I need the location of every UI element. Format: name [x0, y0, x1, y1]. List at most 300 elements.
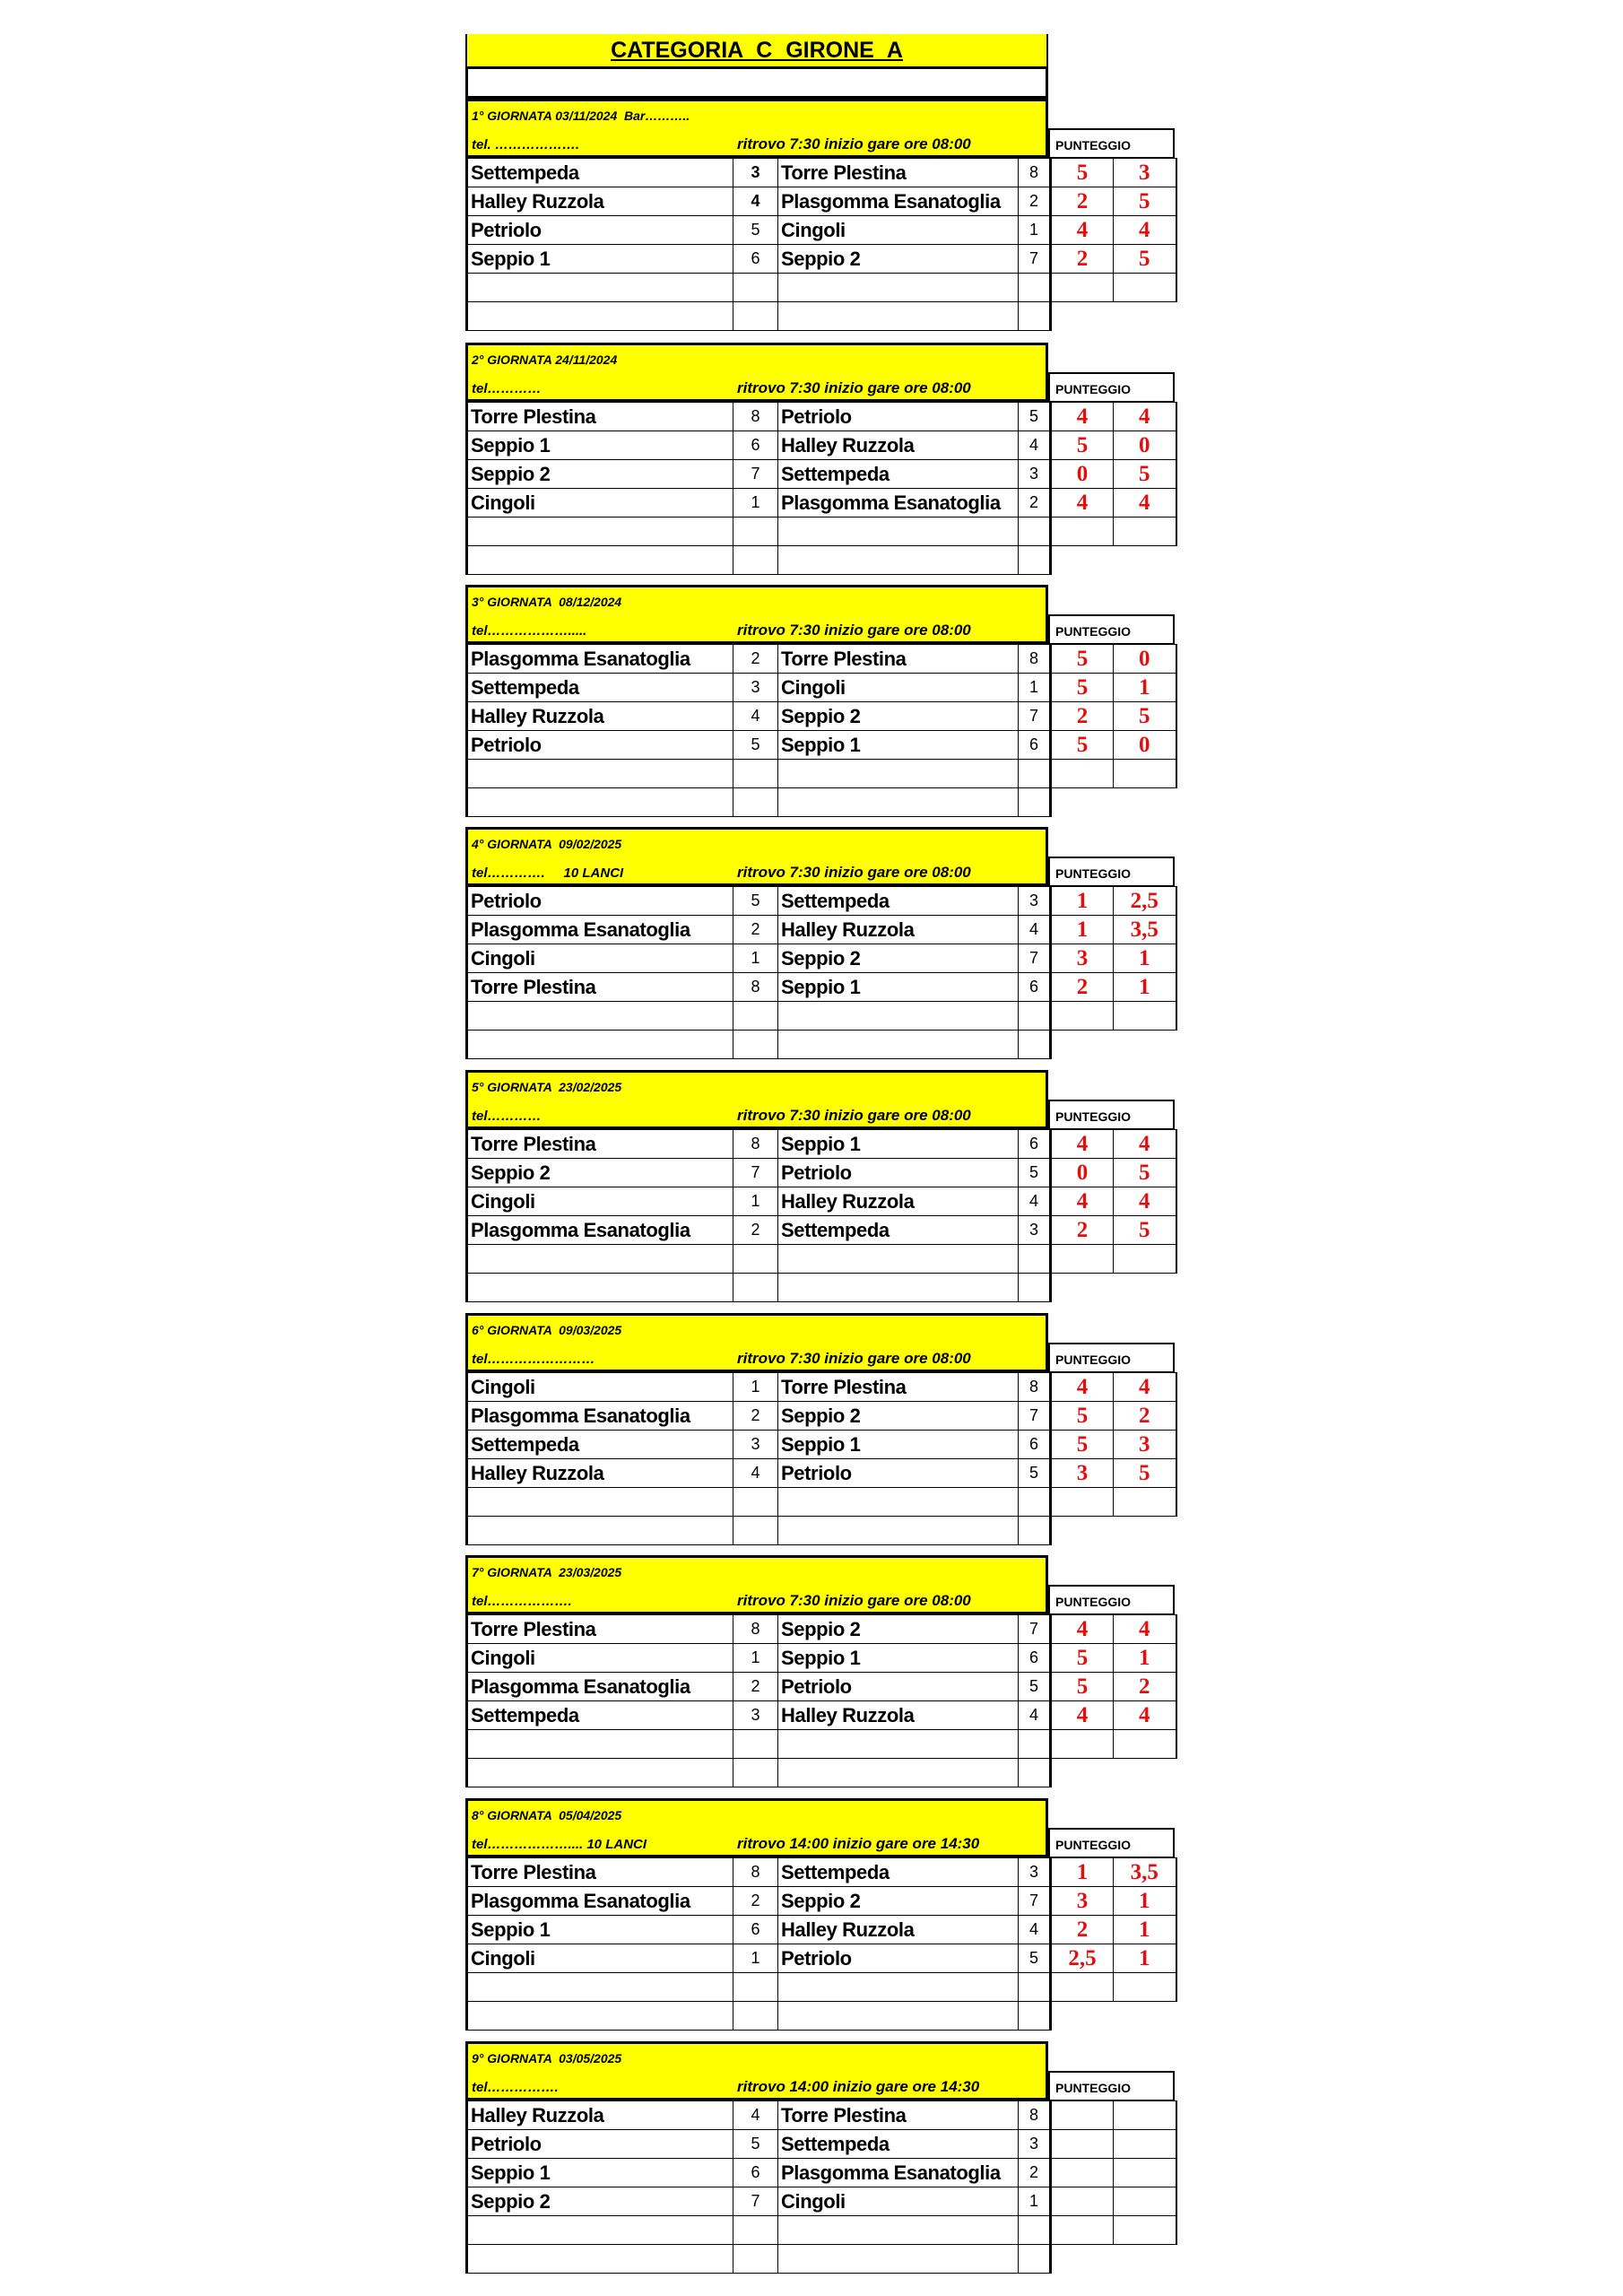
home-team: Seppio 2 [467, 2187, 733, 2216]
empty-cell [467, 302, 733, 331]
punteggio-label: PUNTEGGIO [1055, 1109, 1132, 1124]
empty-cell [467, 788, 733, 817]
empty-cell [467, 1488, 733, 1517]
match-row [467, 1216, 1176, 1245]
match-row [467, 1402, 1176, 1431]
score-home: 5 [1051, 674, 1114, 702]
blank-cell [1114, 2002, 1176, 2031]
away-number: 1 [1019, 2187, 1051, 2216]
empty-row [467, 1488, 1176, 1517]
round-block [465, 1555, 1176, 1799]
round-header [465, 1313, 1048, 1372]
empty-cell [778, 1245, 1019, 1274]
away-team: Settempeda [778, 460, 1019, 489]
matches-table [465, 2100, 1177, 2274]
score-home: 5 [1051, 1431, 1114, 1459]
match-row [467, 187, 1176, 216]
away-number: 5 [1019, 1159, 1051, 1187]
home-number: 4 [733, 1459, 778, 1488]
home-number: 2 [733, 916, 778, 944]
punteggio-label: PUNTEGGIO [1055, 1352, 1132, 1367]
blank-cell [1114, 1759, 1176, 1787]
empty-cell [467, 517, 733, 546]
score-home: 3 [1051, 1887, 1114, 1916]
home-team: Settempeda [467, 674, 733, 702]
punteggio-header [1048, 1343, 1175, 1372]
away-team: Torre Plestina [778, 1373, 1019, 1402]
round-header [465, 2041, 1048, 2100]
away-team: Halley Ruzzola [778, 1701, 1019, 1730]
home-number: 5 [733, 2130, 778, 2159]
score-away: 4 [1114, 1615, 1176, 1644]
score-home: 5 [1051, 645, 1114, 674]
score-home: 4 [1051, 1187, 1114, 1216]
home-number: 4 [733, 2101, 778, 2130]
round-block [465, 343, 1176, 587]
empty-cell [733, 546, 778, 575]
title-bar [465, 34, 1048, 66]
away-number: 5 [1019, 1944, 1051, 1973]
away-team: Petriolo [778, 1673, 1019, 1701]
home-team: Seppio 1 [467, 431, 733, 460]
away-number: 7 [1019, 245, 1051, 274]
punteggio-label: PUNTEGGIO [1055, 1595, 1132, 1609]
score-home: 2 [1051, 1916, 1114, 1944]
empty-row [467, 2002, 1176, 2031]
round-block [465, 1313, 1176, 1557]
punteggio-header [1048, 128, 1175, 158]
empty-cell [467, 1002, 733, 1031]
match-row [467, 2187, 1176, 2216]
match-row [467, 1944, 1176, 1973]
home-number: 2 [733, 1887, 778, 1916]
score-away: 5 [1114, 1159, 1176, 1187]
round-block [465, 99, 1176, 343]
round-tel: tel. ………………. [472, 137, 580, 152]
home-team: Cingoli [467, 1373, 733, 1402]
empty-cell [733, 1245, 778, 1274]
match-row [467, 702, 1176, 731]
score-home: 3 [1051, 1459, 1114, 1488]
round-ritrovo: ritrovo 7:30 inizio gare ore 08:00 [737, 1592, 971, 1609]
away-team: Settempeda [778, 1216, 1019, 1245]
away-team: Plasgomma Esanatoglia [778, 489, 1019, 517]
empty-cell [778, 1730, 1019, 1759]
away-team: Plasgomma Esanatoglia [778, 2159, 1019, 2187]
home-number: 3 [733, 159, 778, 187]
empty-cell [733, 1488, 778, 1517]
empty-cell [1019, 1031, 1051, 1059]
empty-score-cell [1114, 1973, 1176, 2002]
blank-cell [1114, 546, 1176, 575]
home-team: Cingoli [467, 1944, 733, 1973]
punteggio-header [1048, 857, 1175, 886]
empty-cell [1019, 1517, 1051, 1545]
away-number: 2 [1019, 187, 1051, 216]
empty-cell [467, 1274, 733, 1302]
score-home: 4 [1051, 489, 1114, 517]
home-number: 7 [733, 1159, 778, 1187]
punteggio-label: PUNTEGGIO [1055, 382, 1132, 396]
match-row [467, 973, 1176, 1002]
score-away [1114, 2159, 1176, 2187]
score-home: 4 [1051, 1130, 1114, 1159]
empty-cell [778, 2216, 1019, 2245]
score-away: 5 [1114, 187, 1176, 216]
empty-cell [1019, 2245, 1051, 2274]
empty-cell [778, 788, 1019, 817]
round-title: 7° GIORNATA 23/03/2025 [472, 1565, 622, 1579]
home-team: Halley Ruzzola [467, 702, 733, 731]
round-ritrovo: ritrovo 14:00 inizio gare ore 14:30 [737, 1835, 980, 1852]
away-team: Plasgomma Esanatoglia [778, 187, 1019, 216]
round-ritrovo: ritrovo 7:30 inizio gare ore 08:00 [737, 379, 971, 396]
score-home: 5 [1051, 1644, 1114, 1673]
away-number: 8 [1019, 1373, 1051, 1402]
empty-score-cell [1114, 1245, 1176, 1274]
score-away: 1 [1114, 973, 1176, 1002]
home-team: Torre Plestina [467, 973, 733, 1002]
empty-score-cell [1051, 274, 1114, 302]
empty-row [467, 1031, 1176, 1059]
empty-score-cell [1114, 1730, 1176, 1759]
score-home: 2 [1051, 245, 1114, 274]
away-number: 6 [1019, 1431, 1051, 1459]
punteggio-label: PUNTEGGIO [1055, 624, 1132, 639]
away-number: 3 [1019, 1216, 1051, 1245]
score-away: 1 [1114, 674, 1176, 702]
empty-row [467, 1517, 1176, 1545]
empty-cell [467, 1031, 733, 1059]
punteggio-header [1048, 1585, 1175, 1614]
empty-cell [778, 760, 1019, 788]
empty-cell [733, 760, 778, 788]
punteggio-label: PUNTEGGIO [1055, 1838, 1132, 1852]
away-team: Settempeda [778, 1858, 1019, 1887]
matches-table [465, 1614, 1177, 1787]
empty-cell [1019, 1274, 1051, 1302]
home-number: 5 [733, 216, 778, 245]
home-number: 3 [733, 1701, 778, 1730]
home-team: Petriolo [467, 2130, 733, 2159]
round-header [465, 343, 1048, 402]
match-row [467, 1701, 1176, 1730]
home-team: Settempeda [467, 159, 733, 187]
score-home: 4 [1051, 1701, 1114, 1730]
score-home: 2 [1051, 973, 1114, 1002]
away-team: Petriolo [778, 1944, 1019, 1973]
match-row [467, 431, 1176, 460]
blank-cell [1114, 788, 1176, 817]
round-header [465, 585, 1048, 644]
score-home: 1 [1051, 1858, 1114, 1887]
empty-score-cell [1114, 760, 1176, 788]
away-number: 2 [1019, 2159, 1051, 2187]
matches-table [465, 158, 1177, 331]
round-ritrovo: ritrovo 14:00 inizio gare ore 14:30 [737, 2078, 980, 2095]
score-home: 4 [1051, 1615, 1114, 1644]
empty-cell [1019, 2002, 1051, 2031]
punteggio-label: PUNTEGGIO [1055, 866, 1132, 881]
score-home: 5 [1051, 159, 1114, 187]
match-row [467, 403, 1176, 431]
empty-cell [467, 274, 733, 302]
away-team: Halley Ruzzola [778, 916, 1019, 944]
home-number: 1 [733, 1373, 778, 1402]
away-number: 8 [1019, 645, 1051, 674]
home-number: 2 [733, 1402, 778, 1431]
score-away: 3,5 [1114, 916, 1176, 944]
match-row [467, 245, 1176, 274]
home-number: 1 [733, 1944, 778, 1973]
home-team: Seppio 1 [467, 2159, 733, 2187]
away-team: Settempeda [778, 2130, 1019, 2159]
score-away [1114, 2101, 1176, 2130]
blank-cell [1114, 1517, 1176, 1545]
away-number: 4 [1019, 1916, 1051, 1944]
matches-table [465, 1372, 1177, 1545]
home-team: Torre Plestina [467, 403, 733, 431]
match-row [467, 1431, 1176, 1459]
round-tel: tel……………. [472, 2080, 559, 2095]
blank-cell [1051, 546, 1114, 575]
round-title: 8° GIORNATA 05/04/2025 [472, 1808, 622, 1822]
away-number: 7 [1019, 944, 1051, 973]
blank-cell [1051, 1274, 1114, 1302]
home-team: Plasgomma Esanatoglia [467, 916, 733, 944]
score-away: 2,5 [1114, 887, 1176, 916]
round-tel: tel…………………… [472, 1352, 595, 1367]
match-row [467, 489, 1176, 517]
empty-row [467, 517, 1176, 546]
away-number: 3 [1019, 460, 1051, 489]
match-row [467, 1159, 1176, 1187]
score-away [1114, 2130, 1176, 2159]
away-team: Seppio 2 [778, 944, 1019, 973]
empty-cell [778, 1517, 1019, 1545]
home-number: 4 [733, 187, 778, 216]
round-ritrovo: ritrovo 7:30 inizio gare ore 08:00 [737, 1350, 971, 1367]
blank-cell [1114, 1274, 1176, 1302]
away-team: Seppio 1 [778, 1130, 1019, 1159]
score-home: 3 [1051, 944, 1114, 973]
empty-cell [1019, 788, 1051, 817]
home-number: 6 [733, 2159, 778, 2187]
home-team: Plasgomma Esanatoglia [467, 1887, 733, 1916]
round-block [465, 1070, 1176, 1314]
home-team: Torre Plestina [467, 1615, 733, 1644]
empty-cell [467, 1517, 733, 1545]
empty-cell [733, 1517, 778, 1545]
empty-score-cell [1051, 1730, 1114, 1759]
away-team: Torre Plestina [778, 159, 1019, 187]
empty-row [467, 1274, 1176, 1302]
score-away: 4 [1114, 216, 1176, 245]
score-away: 4 [1114, 489, 1176, 517]
page-title: CATEGORIA C GIRONE A [611, 38, 903, 63]
empty-row [467, 2245, 1176, 2274]
punteggio-header [1048, 614, 1175, 644]
round-title: 5° GIORNATA 23/02/2025 [472, 1080, 622, 1094]
away-team: Seppio 1 [778, 1644, 1019, 1673]
empty-cell [467, 546, 733, 575]
home-number: 5 [733, 887, 778, 916]
home-number: 7 [733, 460, 778, 489]
empty-cell [733, 1002, 778, 1031]
empty-cell [467, 1245, 733, 1274]
blank-cell [1051, 1517, 1114, 1545]
empty-row [467, 302, 1176, 331]
empty-cell [778, 1274, 1019, 1302]
home-number: 8 [733, 1615, 778, 1644]
match-row [467, 1673, 1176, 1701]
score-home: 4 [1051, 1373, 1114, 1402]
score-away: 5 [1114, 1216, 1176, 1245]
empty-cell [1019, 1488, 1051, 1517]
away-number: 8 [1019, 159, 1051, 187]
home-number: 6 [733, 431, 778, 460]
home-team: Torre Plestina [467, 1858, 733, 1887]
home-number: 1 [733, 1187, 778, 1216]
score-away: 1 [1114, 1944, 1176, 1973]
home-team: Petriolo [467, 731, 733, 760]
empty-cell [778, 302, 1019, 331]
empty-cell [778, 1973, 1019, 2002]
home-number: 2 [733, 1216, 778, 1245]
round-block [465, 1798, 1176, 2042]
away-number: 4 [1019, 431, 1051, 460]
score-away: 4 [1114, 1701, 1176, 1730]
round-ritrovo: ritrovo 7:30 inizio gare ore 08:00 [737, 864, 971, 881]
empty-cell [1019, 546, 1051, 575]
away-number: 5 [1019, 1673, 1051, 1701]
empty-cell [778, 2002, 1019, 2031]
empty-cell [733, 788, 778, 817]
away-number: 7 [1019, 1887, 1051, 1916]
away-number: 6 [1019, 731, 1051, 760]
score-away: 5 [1114, 460, 1176, 489]
match-row [467, 1459, 1176, 1488]
punteggio-header [1048, 1828, 1175, 1857]
empty-cell [467, 1759, 733, 1787]
home-number: 2 [733, 1673, 778, 1701]
home-number: 1 [733, 489, 778, 517]
empty-cell [733, 2216, 778, 2245]
match-row [467, 159, 1176, 187]
matches-table [465, 644, 1177, 817]
empty-cell [1019, 1759, 1051, 1787]
empty-score-cell [1051, 517, 1114, 546]
empty-cell [1019, 760, 1051, 788]
blank-cell [1114, 302, 1176, 331]
away-number: 3 [1019, 2130, 1051, 2159]
empty-score-cell [1114, 517, 1176, 546]
away-number: 2 [1019, 489, 1051, 517]
away-team: Petriolo [778, 1459, 1019, 1488]
match-row [467, 1373, 1176, 1402]
home-number: 5 [733, 731, 778, 760]
score-away: 4 [1114, 1373, 1176, 1402]
empty-cell [778, 1002, 1019, 1031]
away-team: Seppio 2 [778, 1887, 1019, 1916]
score-away: 1 [1114, 944, 1176, 973]
score-home [1051, 2159, 1114, 2187]
round-title: 4° GIORNATA 09/02/2025 [472, 837, 622, 851]
score-home: 2,5 [1051, 1944, 1114, 1973]
blank-cell [1051, 1031, 1114, 1059]
blank-cell [1051, 788, 1114, 817]
score-away: 5 [1114, 702, 1176, 731]
empty-cell [733, 2002, 778, 2031]
empty-row [467, 788, 1176, 817]
away-number: 4 [1019, 916, 1051, 944]
home-team: Halley Ruzzola [467, 2101, 733, 2130]
match-row [467, 674, 1176, 702]
score-away: 2 [1114, 1673, 1176, 1701]
title-blank-row [465, 66, 1048, 99]
empty-score-cell [1051, 1245, 1114, 1274]
home-team: Plasgomma Esanatoglia [467, 1673, 733, 1701]
home-team: Seppio 1 [467, 245, 733, 274]
home-team: Plasgomma Esanatoglia [467, 1216, 733, 1245]
round-block [465, 585, 1176, 829]
score-away: 4 [1114, 1187, 1176, 1216]
away-number: 4 [1019, 1701, 1051, 1730]
empty-row [467, 546, 1176, 575]
home-number: 7 [733, 2187, 778, 2216]
empty-cell [733, 1031, 778, 1059]
round-tel: tel………………..... [472, 623, 587, 639]
home-team: Cingoli [467, 944, 733, 973]
round-tel: tel………… [472, 1109, 542, 1124]
score-home: 0 [1051, 1159, 1114, 1187]
score-home [1051, 2130, 1114, 2159]
away-team: Petriolo [778, 1159, 1019, 1187]
score-home: 5 [1051, 731, 1114, 760]
away-team: Seppio 1 [778, 731, 1019, 760]
home-team: Plasgomma Esanatoglia [467, 1402, 733, 1431]
away-team: Seppio 1 [778, 973, 1019, 1002]
empty-cell [778, 274, 1019, 302]
empty-score-cell [1114, 1002, 1176, 1031]
score-away: 2 [1114, 1402, 1176, 1431]
away-number: 5 [1019, 403, 1051, 431]
home-number: 6 [733, 1916, 778, 1944]
home-number: 4 [733, 702, 778, 731]
away-number: 7 [1019, 702, 1051, 731]
away-number: 3 [1019, 1858, 1051, 1887]
empty-cell [1019, 2216, 1051, 2245]
empty-cell [778, 1759, 1019, 1787]
round-title: 2° GIORNATA 24/11/2024 [472, 352, 618, 367]
round-ritrovo: ritrovo 7:30 inizio gare ore 08:00 [737, 1107, 971, 1124]
home-number: 8 [733, 1130, 778, 1159]
empty-cell [1019, 1730, 1051, 1759]
away-number: 6 [1019, 1130, 1051, 1159]
home-number: 8 [733, 403, 778, 431]
home-team: Halley Ruzzola [467, 1459, 733, 1488]
away-number: 1 [1019, 674, 1051, 702]
score-away: 0 [1114, 645, 1176, 674]
score-home: 5 [1051, 1402, 1114, 1431]
home-team: Torre Plestina [467, 1130, 733, 1159]
empty-cell [733, 1759, 778, 1787]
round-header [465, 1070, 1048, 1129]
score-home: 5 [1051, 431, 1114, 460]
home-team: Halley Ruzzola [467, 187, 733, 216]
score-away: 1 [1114, 1916, 1176, 1944]
empty-cell [1019, 1245, 1051, 1274]
